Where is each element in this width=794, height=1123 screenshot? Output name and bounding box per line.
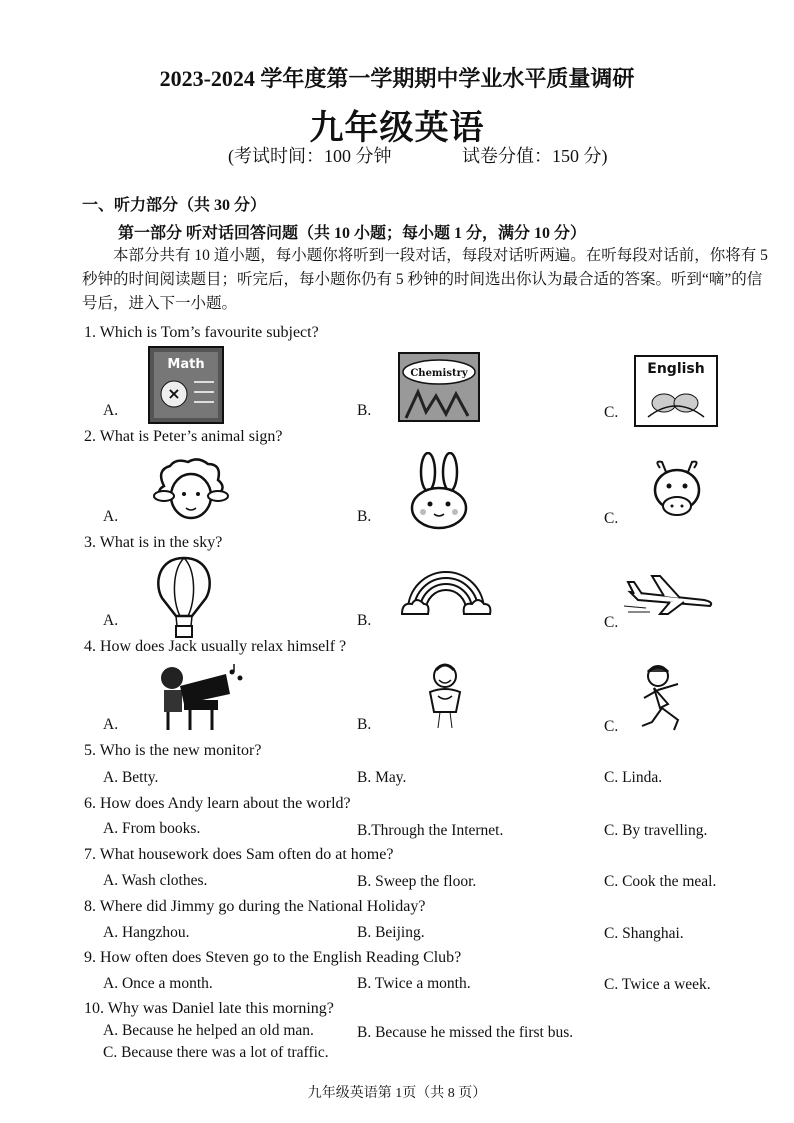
- question-4: 4. How does Jack usually relax himself ?: [84, 638, 347, 655]
- instructions: [82, 244, 772, 316]
- svg-text:×: ×: [167, 384, 181, 403]
- hot-air-balloon-image: [152, 556, 216, 640]
- q9-option-a[interactable]: A. Once a month.: [103, 975, 213, 992]
- q9-option-c[interactable]: C. Twice a week.: [604, 976, 711, 993]
- sheep-image: [152, 456, 230, 522]
- q4-option-c[interactable]: C.: [604, 718, 619, 735]
- q10-option-a[interactable]: A. Because he helped an old man.: [103, 1022, 314, 1039]
- q10-option-c[interactable]: C. Because there was a lot of traffic.: [103, 1044, 329, 1061]
- q5-option-b[interactable]: B. May.: [357, 769, 407, 786]
- question-6: 6. How does Andy learn about the world?: [84, 795, 351, 812]
- q2-option-b[interactable]: B.: [357, 508, 372, 525]
- q10-option-b[interactable]: B. Because he missed the first bus.: [357, 1024, 574, 1041]
- english-label: English: [647, 361, 705, 377]
- question-9: 9. How often does Steven go to the English Reading Club?: [84, 949, 462, 966]
- ox-image: [650, 458, 704, 524]
- playing-piano-image: [156, 664, 246, 734]
- q2-option-a[interactable]: A.: [103, 508, 119, 525]
- q8-option-b[interactable]: B. Beijing.: [357, 924, 425, 941]
- q2-option-c[interactable]: C.: [604, 510, 619, 527]
- chemistry-book-image: [398, 352, 480, 422]
- instructions-text: 本部分共有 10 道小题，每小题你将听到一段对话，每段对话听两遍。在听每段对话前，你将有 5 秒钟的时间阅读题目；听完后，每小题你仍有 5 秒钟的时间选出你认为最合适的答案。听到“嘀”的信号后，进入下一小题。: [82, 247, 768, 312]
- question-8: 8. Where did Jimmy go during the National Holiday?: [84, 898, 426, 915]
- airplane-image: [624, 562, 716, 616]
- q8-option-a[interactable]: A. Hangzhou.: [103, 924, 190, 941]
- q7-option-c[interactable]: C. Cook the meal.: [604, 873, 717, 890]
- chemistry-label: Chemistry: [410, 368, 468, 379]
- page-footer: 九年级英语第 1页（共 8 页）: [307, 1086, 487, 1101]
- rainbow-image: [400, 566, 492, 618]
- question-7: 7. What housework does Sam often do at home?: [84, 846, 394, 863]
- question-5: 5. Who is the new monitor?: [84, 742, 262, 759]
- rabbit-image: [410, 452, 468, 530]
- q6-option-a[interactable]: A. From books.: [103, 820, 201, 837]
- exam-title: 2023-2024 学年度第一学期期中学业水平质量调研: [159, 66, 635, 91]
- exam-time: (考试时间：100 分钟: [228, 146, 392, 166]
- q3-option-a[interactable]: A.: [103, 612, 119, 629]
- q6-option-c[interactable]: C. By travelling.: [604, 822, 708, 839]
- q7-option-b[interactable]: B. Sweep the floor.: [357, 873, 477, 890]
- running-boy-image: [638, 664, 688, 734]
- q3-option-c[interactable]: C.: [604, 614, 619, 631]
- q5-option-c[interactable]: C. Linda.: [604, 769, 663, 786]
- q4-option-a[interactable]: A.: [103, 716, 119, 733]
- section-title: 一、听力部分（共 30 分）: [82, 197, 267, 214]
- laughing-person-image: [424, 662, 466, 734]
- q9-option-b[interactable]: B. Twice a month.: [357, 975, 471, 992]
- part-title: 第一部分 听对话回答问题（共 10 小题；每小题 1 分，满分 10 分）: [118, 225, 587, 242]
- q1-option-c[interactable]: C.: [604, 404, 619, 421]
- question-1: 1. Which is Tom’s favourite subject?: [84, 324, 319, 341]
- q4-option-b[interactable]: B.: [357, 716, 372, 733]
- q5-option-a[interactable]: A. Betty.: [103, 769, 159, 786]
- math-book-image: [148, 346, 224, 424]
- question-2: 2. What is Peter’s animal sign?: [84, 428, 283, 445]
- question-10: 10. Why was Daniel late this morning?: [84, 1000, 334, 1017]
- subject-title: 九年级英语: [309, 110, 485, 147]
- english-book-image: [634, 355, 718, 427]
- q8-option-c[interactable]: C. Shanghai.: [604, 925, 684, 942]
- question-3: 3. What is in the sky?: [84, 534, 223, 551]
- q3-option-b[interactable]: B.: [357, 612, 372, 629]
- q7-option-a[interactable]: A. Wash clothes.: [103, 872, 208, 889]
- math-label: Math: [167, 357, 205, 372]
- q1-option-b[interactable]: B.: [357, 402, 372, 419]
- q1-option-a[interactable]: A.: [103, 402, 119, 419]
- exam-score: 试卷分值：150 分): [462, 146, 608, 166]
- q6-option-b[interactable]: B.Through the Internet.: [357, 822, 504, 839]
